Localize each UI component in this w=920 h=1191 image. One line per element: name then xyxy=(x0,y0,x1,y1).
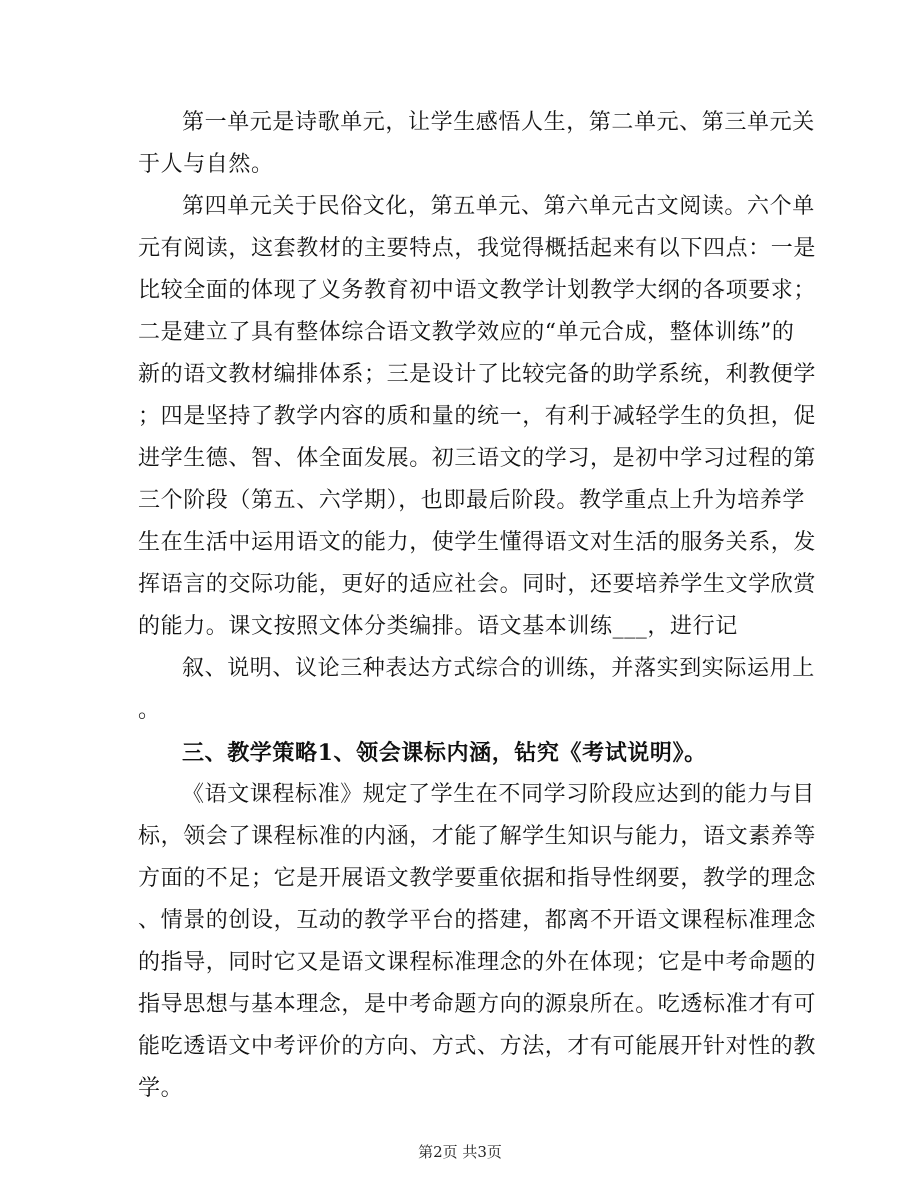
paragraph-line: 生在生活中运用语文的能力，使学生懂得语文对生活的服务关系，发 xyxy=(138,530,817,555)
paragraph-line: 新的语文教材编排体系；三是设计了比较完备的助学系统，利教便学 xyxy=(138,362,817,387)
paragraph-line: 。 xyxy=(138,698,161,723)
paragraph-line: 元有阅读，这套教材的主要特点，我觉得概括起来有以下四点：一是 xyxy=(138,236,817,261)
section-heading: 三、教学策略1、领会课标内涵，钻究《考试说明》。 xyxy=(182,740,707,766)
paragraph-line: 比较全面的体现了义务教育初中语文教学计划教学大纲的各项要求； xyxy=(138,278,817,303)
paragraph-line: 挥语言的交际功能，更好的适应社会。同时，还要培养学生文学欣赏 xyxy=(138,572,817,597)
paragraph-line: 第四单元关于民俗文化，第五单元、第六单元古文阅读。六个单 xyxy=(182,194,815,219)
paragraph-line: ；四是坚持了教学内容的质和量的统一，有利于减轻学生的负担，促 xyxy=(138,404,817,429)
paragraph-line: 的指导，同时它又是语文课程标准理念的外在体现；它是中考命题的 xyxy=(138,950,817,975)
paragraph-line: 学。 xyxy=(138,1076,184,1101)
paragraph-line: 标，领会了课程标准的内涵，才能了解学生知识与能力，语文素养等 xyxy=(138,824,817,849)
paragraph-line: 第一单元是诗歌单元，让学生感悟人生，第二单元、第三单元关 xyxy=(182,110,815,135)
paragraph-line: 二是建立了具有整体综合语文教学效应的“单元合成，整体训练”的 xyxy=(138,320,795,345)
paragraph-line: 三个阶段（第五、六学期），也即最后阶段。教学重点上升为培养学 xyxy=(138,488,806,513)
paragraph-line: 叙、说明、议论三种表达方式综合的训练，并落实到实际运用上 xyxy=(182,656,815,681)
paragraph-line: 进学生德、智、体全面发展。初三语文的学习，是初中学习过程的第 xyxy=(138,446,817,471)
paragraph-line: 指导思想与基本理念，是中考命题方向的源泉所在。吃透标准才有可 xyxy=(138,992,817,1017)
paragraph-line: 于人与自然。 xyxy=(138,152,274,177)
paragraph-line: 方面的不足；它是开展语文教学要重依据和指导性纲要，教学的理念 xyxy=(138,866,817,891)
paragraph-line: 能吃透语文中考评价的方向、方式、方法，才有可能展开针对性的教 xyxy=(138,1034,817,1059)
page-footer: 第2页 共3页 xyxy=(418,1143,502,1161)
paragraph-line: 的能力。课文按照文体分类编排。语文基本训练___，进行记 xyxy=(138,614,738,639)
paragraph-line: 《语文课程标准》规定了学生在不同学习阶段应达到的能力与目 xyxy=(182,782,815,807)
paragraph-line: 、情景的创设，互动的教学平台的搭建，都离不开语文课程标准理念 xyxy=(138,908,817,933)
